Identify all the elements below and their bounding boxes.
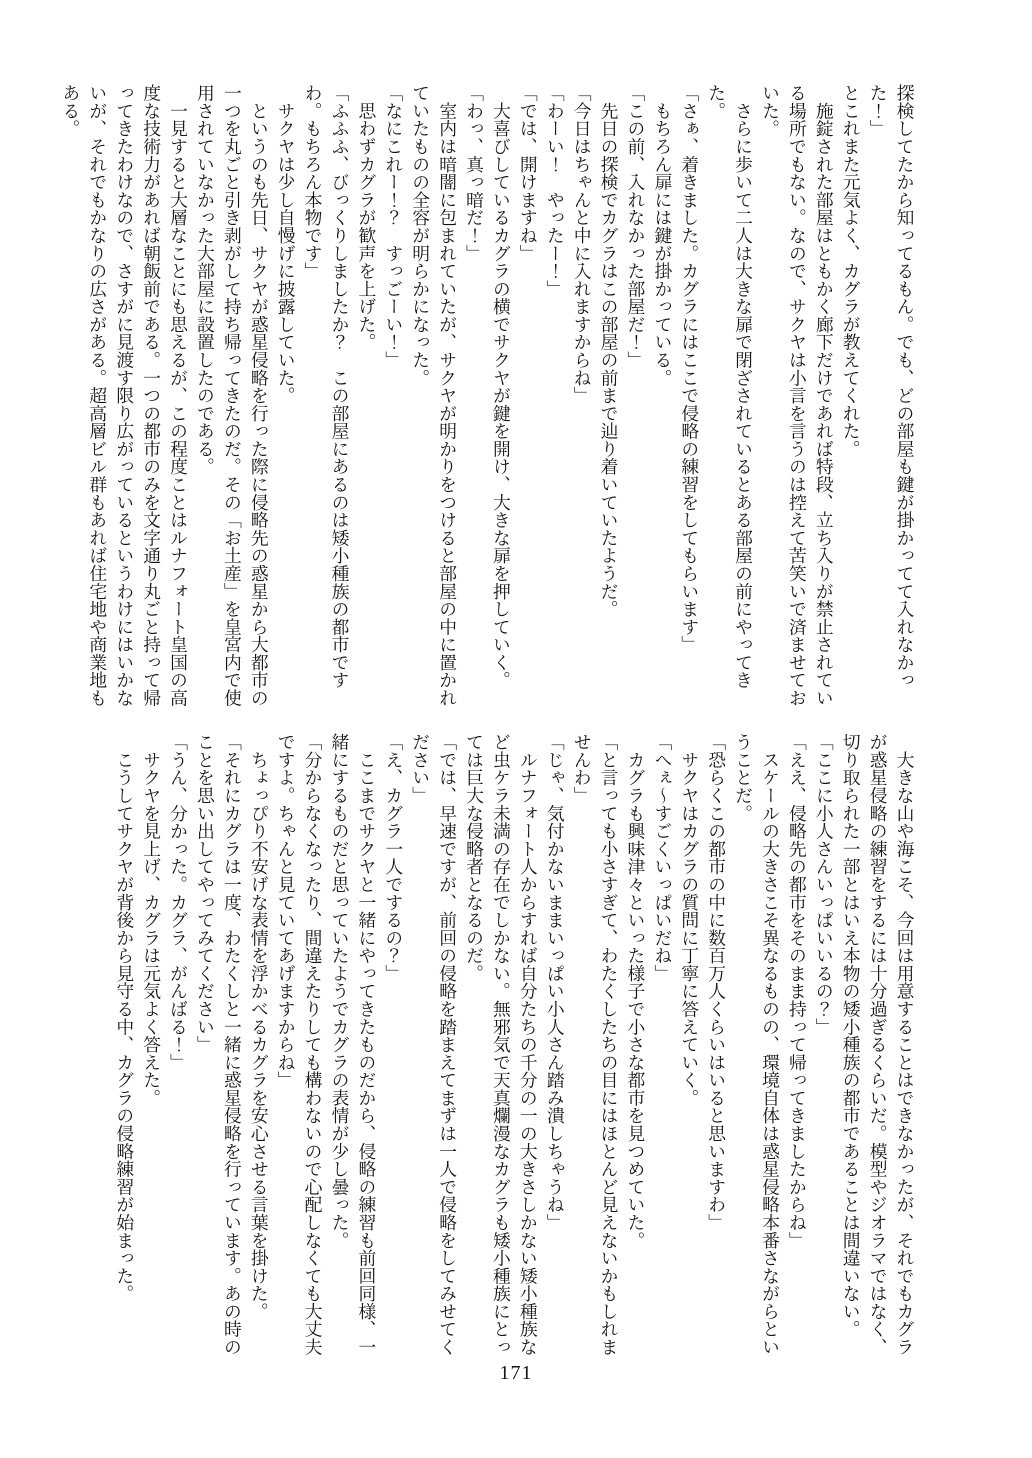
paragraph: 「では、早速ですが、前回の侵略を踏まえてまずは一人で侵略をしてみせてください」 [410, 733, 458, 1356]
page-number: 171 [499, 1362, 533, 1384]
paragraph: 「へぇ～すごくいっぱいだね」 [652, 733, 673, 983]
paragraph: サクヤはカグラの質問に丁寧に答えていく。 [679, 733, 700, 1107]
paragraph: 「今日はちゃんと中に入れますからね」 [572, 84, 593, 405]
paragraph: 「うん、分かった。カグラ、がんばる！」 [168, 733, 189, 1072]
paragraph: 大喜びしているカグラの横でサクヤが鍵を開け、大きな扉を押していく。 [491, 84, 512, 689]
paragraph: 「分からなくなったり、間違えたりしても構わないので心配しなくても大丈夫ですよ。ちゃんと見ていてあげますからね」 [276, 733, 324, 1356]
paragraph: 「なにこれー！？ すっごーい！」 [383, 84, 404, 369]
paragraph: 探検してたから知ってるもん。でも、どの部屋も鍵が掛かってて入れなかった！」 [868, 84, 915, 689]
paragraph: 「恐らくこの都市の中に数百万人くらいはいると思いますわ」 [706, 733, 727, 1232]
paragraph: こうしてサクヤが背後から見守る中、カグラの侵略練習が始まった。 [114, 733, 135, 1303]
paragraph: サクヤは少し自慢げに披露していた。 [276, 84, 297, 405]
paragraph: 「わっ、真っ暗だ！」 [464, 84, 485, 262]
paragraph: 施錠された部屋はともかく廊下だけであれば特段、立ち入りが禁止されている場所でもない。なので、サクヤは小言を言うのは控えて苦笑いで済ませておいた。 [760, 84, 835, 707]
paragraph: というのも先日、サクヤが惑星侵略を行った際に侵略先の惑星から大都市の一つを丸ごと引き剥がして持ち帰ってきたのだ。その「お土産」を皇宮内で使用されていなかった大部屋に設置したのである。 [195, 84, 270, 707]
paragraph: スケールの大きさこそ異なるものの、環境自体は惑星侵略本番さながらということだ。 [733, 733, 781, 1356]
paragraph: 「と言っても小さすぎて、わたくしたちの目にはほとんど見えないかもしれませんわ」 [572, 733, 620, 1356]
paragraph: 先日の探検でカグラはこの部屋の前まで辿り着いていたようだ。 [599, 84, 620, 618]
paragraph: もちろん扉には鍵が掛かっている。 [652, 84, 673, 387]
paragraph: 「この前、入れなかった部屋だ！」 [625, 84, 646, 369]
paragraph: サクヤを見上げ、カグラは元気よく答えた。 [141, 733, 162, 1107]
paragraph: 「それにカグラは一度、わたくしと一緒に惑星侵略を行っています。あの時のことを思い出してやってみてください」 [195, 733, 243, 1356]
paragraph: 「ええ、侵略先の都市をそのまま持って帰ってきましたからね」 [787, 733, 808, 1249]
paragraph: 思わずカグラが歓声を上げた。 [356, 84, 377, 351]
paragraph: 「ここに小人さんいっぱいいるの？」 [814, 733, 835, 1036]
paragraph: さらに歩いて二人は大きな扉で閉ざされているとある部屋の前にやってきた。 [706, 84, 754, 689]
paragraph: ちょっぴり不安げな表情を浮かべるカグラを安心させる言葉を掛けた。 [249, 733, 270, 1321]
paragraph: 「ふふふ、びっくりしましたか？ この部屋にあるのは矮小種族の都市ですわ。もちろん本物です」 [303, 84, 350, 689]
paragraph: カグラも興味津々といった様子で小さな都市を見つめていた。 [625, 733, 646, 1249]
paragraph: ここまでサクヤと一緒にやってきたものだから、侵略の練習も前回同様、一緒にするものだと思っていたようでカグラの表情が少し曇った。 [329, 733, 377, 1356]
paragraph: 一見すると大層なことにも思えるが、この程度ことはルナフォート皇国の高度な技術力があれば朝飯前である。一つの都市のみを文字通り丸ごと持って帰ってきたわけなので、さすがに見渡す限り広がっているというわけにはいかないが、それでもかなりの広さがある。超高層ビル群もあれば住宅地や商業地もある。 [60, 84, 189, 707]
paragraph: 「え、カグラ一人でするの？」 [383, 733, 404, 983]
text-block-bottom [111, 733, 918, 1365]
paragraph: 「じゃ、気付かないままいっぱい小人さん踏み潰しちゃうね」 [545, 733, 566, 1232]
paragraph: とこれまた元気よく、カグラが教えてくれた。 [841, 84, 862, 458]
paragraph: 「さぁ、着きました。カグラにはここで侵略の練習をしてもらいます」 [679, 84, 700, 654]
paragraph: 「では、開けますね」 [518, 84, 539, 262]
paragraph: 大きな山や海こそ、今回は用意することはできなかったが、それでもカグラが惑星侵略の練習をするには十分過ぎるくらいだ。模型やジオラマではなく、切り取られた一部とはいえ本物の矮小種族の都市であることは間違いない。 [841, 733, 915, 1356]
text-block-top [57, 84, 918, 716]
paragraph: 室内は暗闇に包まれていたが、サクヤが明かりをつけると部屋の中に置かれていたものの全容が明らかになった。 [410, 84, 458, 707]
paragraph: ルナフォート人からすれば自分たちの千分の一の大きさしかない矮小種族など虫ケラ未満の存在でしかない。無邪気で天真爛漫なカグラも矮小種族にとっては巨大な侵略者となるのだ。 [464, 733, 539, 1356]
paragraph: 「わーい！ やったー！」 [545, 84, 566, 298]
